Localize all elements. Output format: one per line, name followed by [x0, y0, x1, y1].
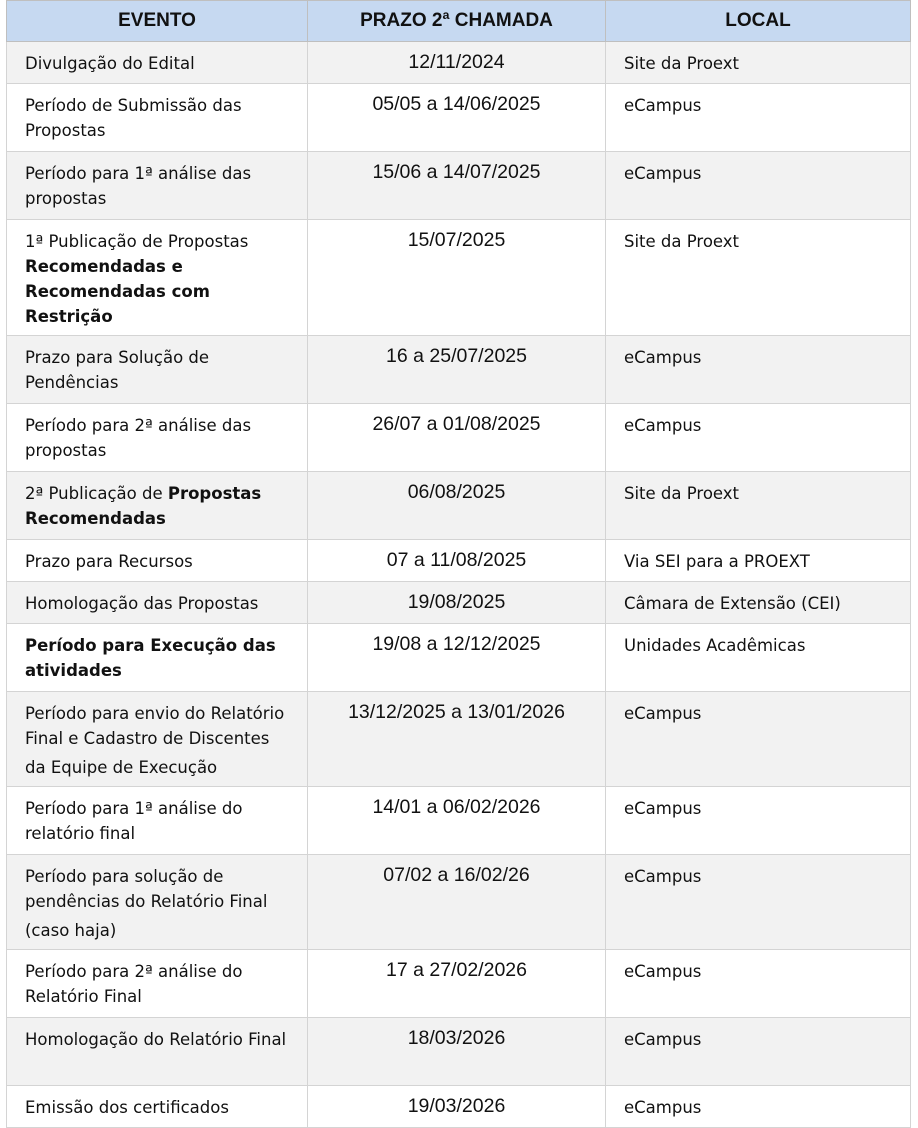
local-cell: Unidades Acadêmicas	[606, 624, 911, 692]
local-cell: eCampus	[606, 152, 911, 220]
prazo-cell: 07 a 11/08/2025	[308, 540, 606, 582]
evento-text: Homologação do Relatório Final	[25, 1030, 287, 1049]
table-row	[7, 404, 911, 472]
table-row	[7, 472, 911, 540]
local-cell: Site da Proext	[606, 220, 911, 336]
evento-extra-text: da Equipe de Execução	[25, 758, 218, 777]
evento-cell	[7, 624, 308, 692]
evento-text: 1ª Publicação de Propostas	[25, 232, 249, 251]
prazo-cell: 15/07/2025	[308, 220, 606, 336]
table-row	[7, 582, 911, 624]
evento-cell	[7, 472, 308, 540]
evento-text: Período de Submissão das Propostas	[25, 96, 242, 140]
header-row	[7, 1, 911, 42]
local-cell: eCampus	[606, 336, 911, 404]
evento-text: 2ª Publicação de	[25, 484, 163, 503]
prazo-cell: 19/08/2025	[308, 582, 606, 624]
prazo-cell: 05/05 a 14/06/2025	[308, 84, 606, 152]
evento-cell	[7, 692, 308, 787]
table-row	[7, 692, 911, 787]
header-local: LOCAL	[606, 1, 911, 42]
table-row	[7, 84, 911, 152]
table-row	[7, 855, 911, 950]
local-cell: Site da Proext	[606, 472, 911, 540]
local-cell: eCampus	[606, 787, 911, 855]
evento-extra-text: (caso haja)	[25, 921, 117, 940]
evento-cell	[7, 540, 308, 582]
table-row	[7, 540, 911, 582]
evento-text: Emissão dos certificados	[25, 1098, 229, 1117]
evento-cell	[7, 950, 308, 1018]
local-cell: eCampus	[606, 404, 911, 472]
evento-text: Período para 2ª análise do Relatório Final	[25, 962, 243, 1006]
local-cell: eCampus	[606, 1086, 911, 1128]
local-cell: Via SEI para a PROEXT	[606, 540, 911, 582]
evento-text: Período para solução de pendências do Relatório Final	[25, 867, 268, 911]
evento-text: Prazo para Solução de Pendências	[25, 348, 210, 392]
local-cell: eCampus	[606, 84, 911, 152]
evento-cell	[7, 404, 308, 472]
evento-text: Período para envio do Relatório Final e Cadastro de Discentes	[25, 704, 285, 748]
table-row	[7, 42, 911, 84]
prazo-cell: 16 a 25/07/2025	[308, 336, 606, 404]
evento-cell	[7, 84, 308, 152]
prazo-cell: 13/12/2025 a 13/01/2026	[308, 692, 606, 787]
evento-bold-text: Recomendadas e Recomendadas com Restrição	[25, 257, 210, 326]
header-prazo: PRAZO 2ª CHAMADA	[308, 1, 606, 42]
prazo-cell: 19/08 a 12/12/2025	[308, 624, 606, 692]
prazo-cell: 12/11/2024	[308, 42, 606, 84]
prazo-cell: 18/03/2026	[308, 1018, 606, 1086]
evento-cell	[7, 1086, 308, 1128]
header-evento: EVENTO	[7, 1, 308, 42]
local-cell: eCampus	[606, 855, 911, 950]
evento-cell	[7, 336, 308, 404]
evento-cell	[7, 855, 308, 950]
prazo-cell: 14/01 a 06/02/2026	[308, 787, 606, 855]
local-cell: eCampus	[606, 692, 911, 787]
local-cell: Câmara de Extensão (CEI)	[606, 582, 911, 624]
local-cell: eCampus	[606, 1018, 911, 1086]
table-row	[7, 152, 911, 220]
prazo-cell: 06/08/2025	[308, 472, 606, 540]
evento-text: Prazo para Recursos	[25, 552, 193, 571]
table-row	[7, 220, 911, 336]
evento-text: Período para 2ª análise das propostas	[25, 416, 252, 460]
evento-cell	[7, 787, 308, 855]
evento-text: Homologação das Propostas	[25, 594, 259, 613]
table-row	[7, 336, 911, 404]
local-cell: Site da Proext	[606, 42, 911, 84]
schedule-table	[6, 0, 911, 1128]
prazo-cell: 17 a 27/02/2026	[308, 950, 606, 1018]
evento-cell	[7, 582, 308, 624]
evento-bold-text: Período para Execução das atividades	[25, 636, 276, 680]
prazo-cell: 07/02 a 16/02/26	[308, 855, 606, 950]
evento-text: Divulgação do Edital	[25, 54, 195, 73]
evento-text: Período para 1ª análise do relatório final	[25, 799, 243, 843]
evento-cell	[7, 220, 308, 336]
table-row	[7, 787, 911, 855]
evento-cell	[7, 152, 308, 220]
prazo-cell: 19/03/2026	[308, 1086, 606, 1128]
prazo-cell: 15/06 a 14/07/2025	[308, 152, 606, 220]
evento-cell	[7, 1018, 308, 1086]
evento-cell	[7, 42, 308, 84]
evento-text: Período para 1ª análise das propostas	[25, 164, 252, 208]
table-row	[7, 1086, 911, 1128]
prazo-cell: 26/07 a 01/08/2025	[308, 404, 606, 472]
table-row	[7, 1018, 911, 1086]
evento-bold-text: Propostas Recomendadas	[25, 484, 262, 528]
local-cell: eCampus	[606, 950, 911, 1018]
table-row	[7, 624, 911, 692]
table-row	[7, 950, 911, 1018]
